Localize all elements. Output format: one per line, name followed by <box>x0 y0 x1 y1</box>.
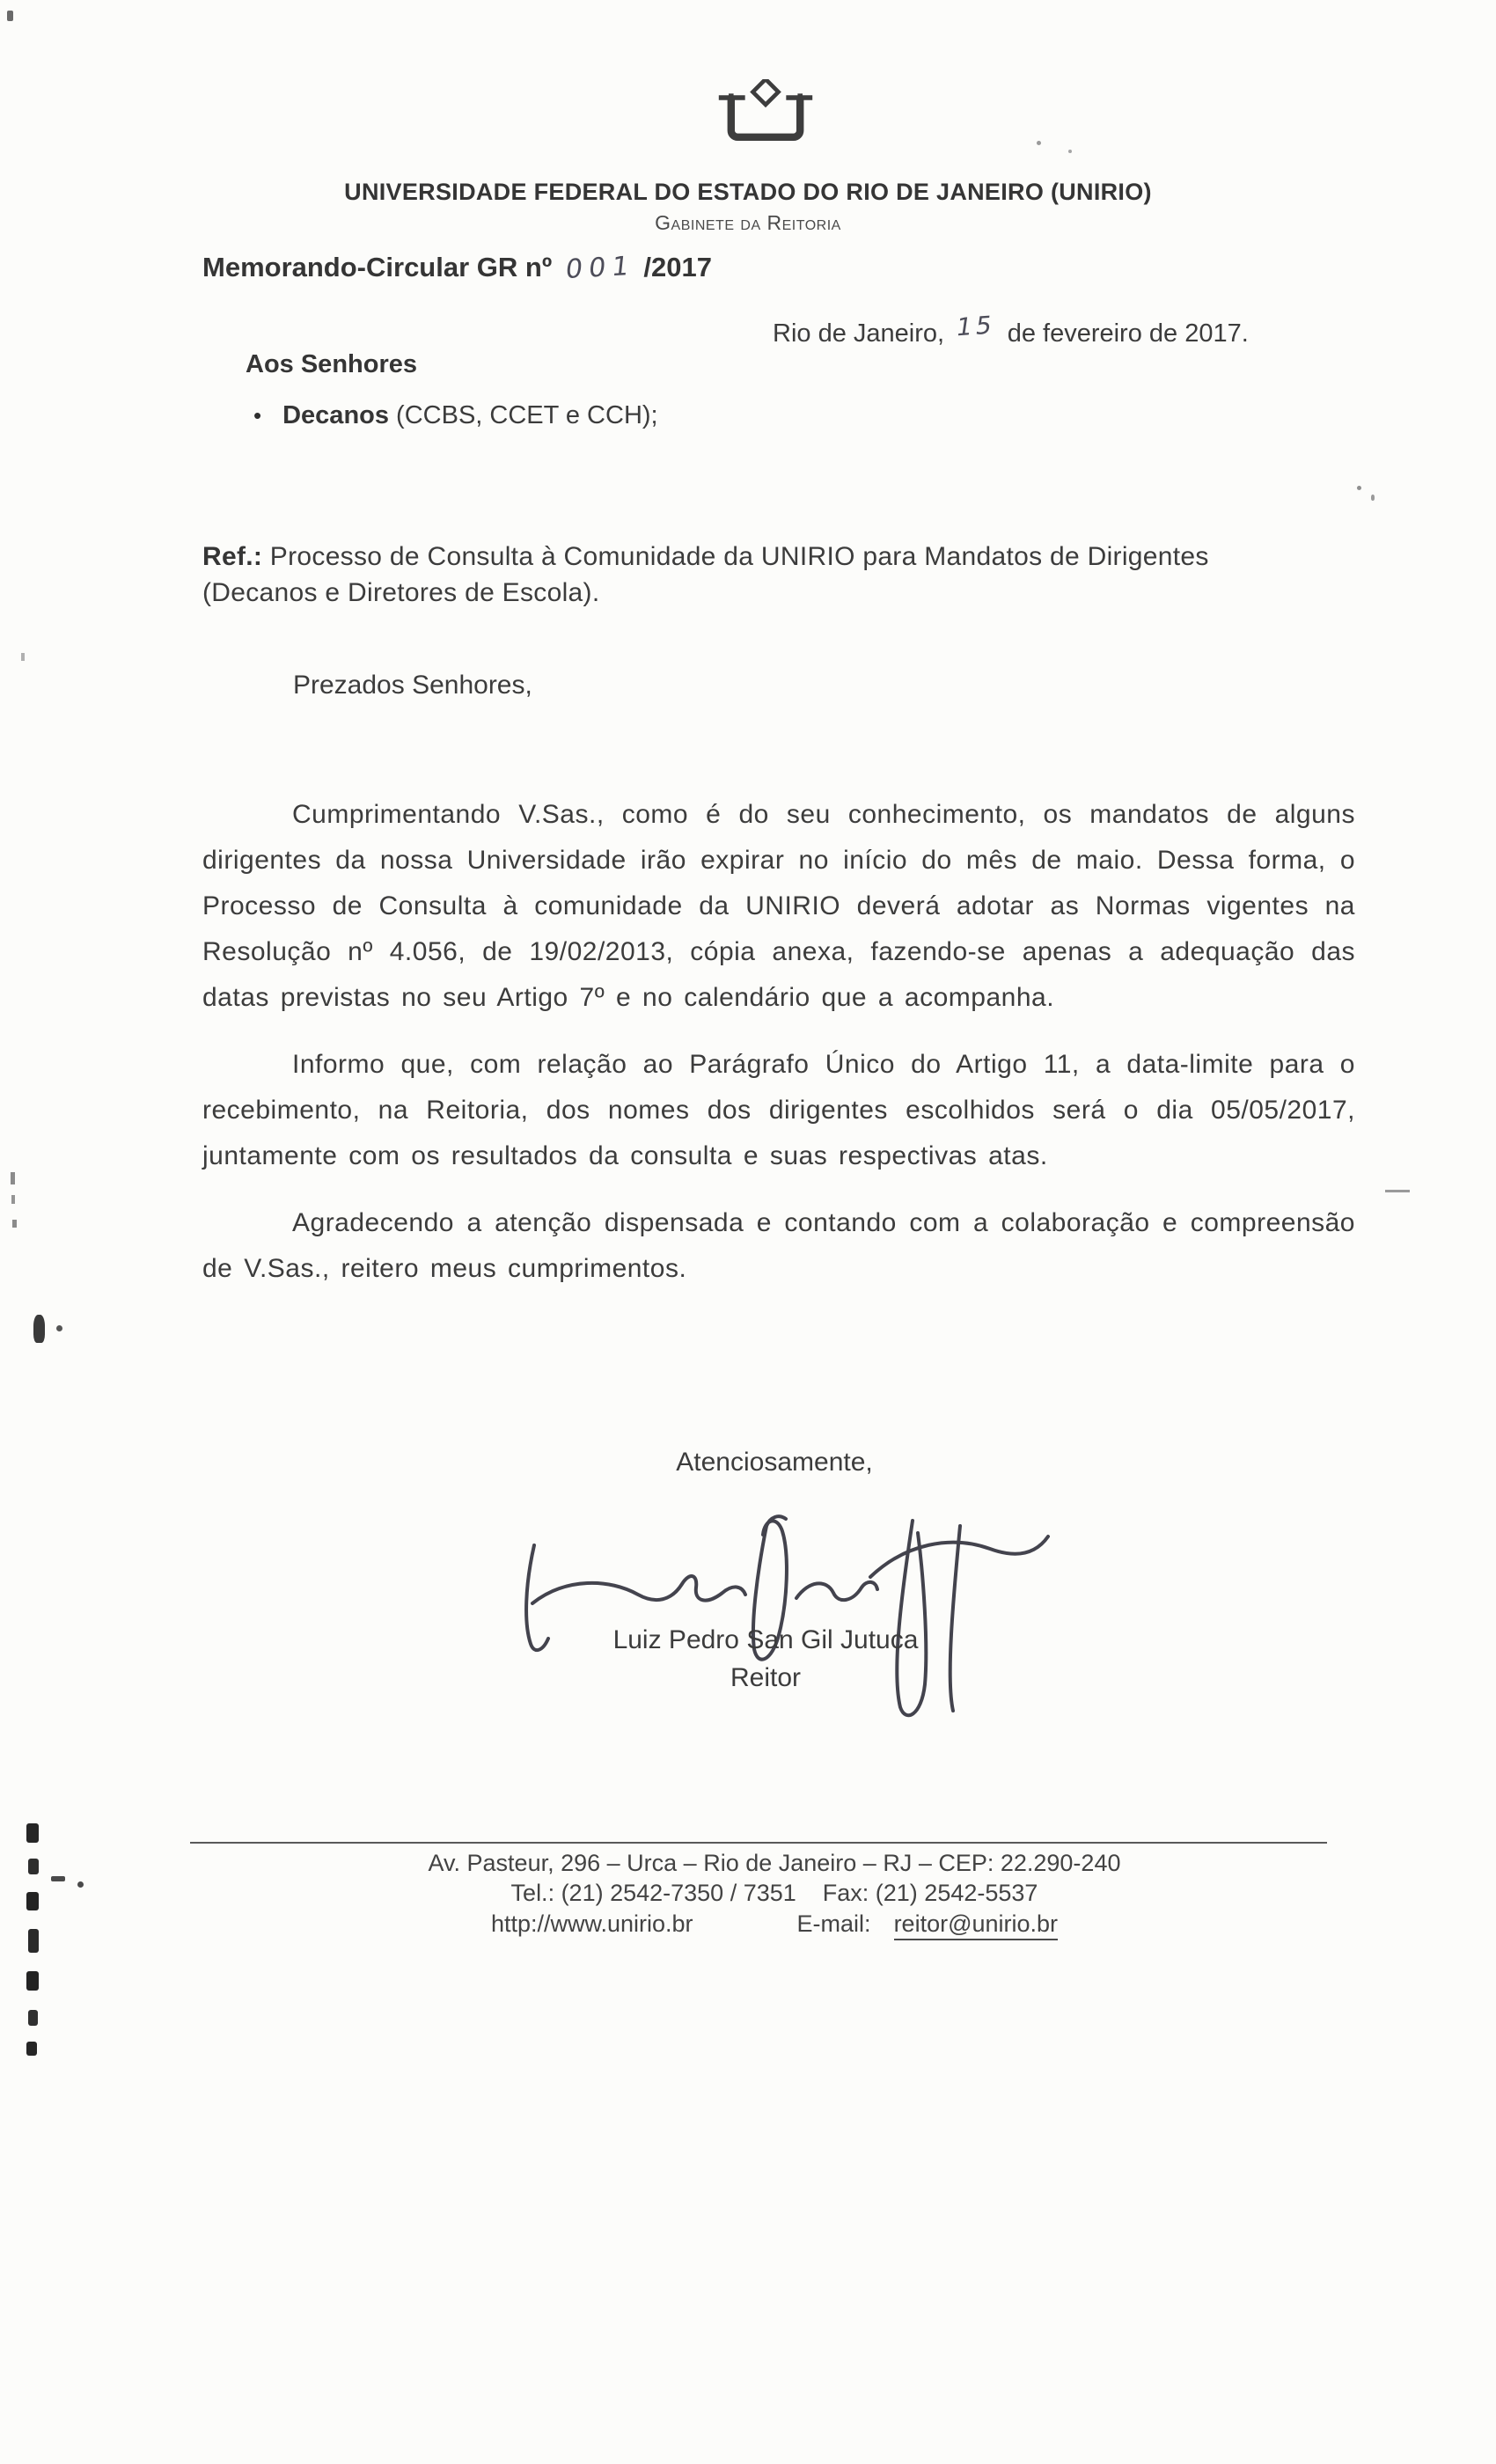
paragraph-2: Informo que, com relação ao Parágrafo Único do Artigo 11, a data-limite para o recebimento, na Reitoria, dos nomes dos dirigentes escolhidos será o dia 05/05/2017, juntamente com os resultados da consulta e suas respectivas atas. <box>202 1050 1355 1170</box>
signer-name: Luiz Pedro San Gil Jutuca <box>612 1625 919 1654</box>
footer-email: reitor@unirio.br <box>894 1910 1058 1940</box>
closing-salutation: Atenciosamente, <box>676 1448 873 1477</box>
scan-artifact <box>1385 1190 1410 1192</box>
footer-divider <box>190 1842 1327 1844</box>
footer-address: Av. Pasteur, 296 – Urca – Rio de Janeiro – RJ – CEP: 22.290-240 <box>428 1850 1121 1876</box>
scan-artifact <box>11 1195 15 1204</box>
memo-year: /2017 <box>643 252 712 282</box>
scan-artifact <box>1357 486 1361 490</box>
footer-phone-fax: Tel.: (21) 2542-7350 / 7351 Fax: (21) 2542-5537 <box>510 1880 1038 1906</box>
university-logo <box>0 79 1496 165</box>
scan-artifact <box>12 1220 17 1228</box>
scan-artifact <box>26 1823 39 1843</box>
scan-artifact <box>1068 150 1072 153</box>
footer-email-label: E-mail: <box>796 1910 871 1937</box>
footer <box>26 1848 1496 1939</box>
scan-artifact <box>26 1892 39 1910</box>
scan-artifact <box>1371 495 1375 501</box>
handwritten-signature-icon <box>515 1489 1078 1735</box>
paragraph-1: Cumprimentando V.Sas., como é do seu conhecimento, os mandatos de alguns dirigentes da nossa Universidade irão expirar no início do mês de maio. Dessa forma, o Processo de Consulta à comunidade da UNIRIO deverá adotar as Normas vigentes na Resolução nº 4.056, de 19/02/2013, cópia anexa, fazendo-se apenas a adequação das datas previstas no seu Artigo 7º e no calendário que a acompanha. <box>202 800 1355 1012</box>
scan-artifact <box>21 653 25 661</box>
scan-artifact <box>26 1971 39 1991</box>
scan-artifact <box>26 2042 37 2056</box>
letter-body <box>202 792 1355 1313</box>
date-rest: de fevereiro de 2017. <box>1007 319 1249 348</box>
signer-title: Reitor <box>730 1663 802 1692</box>
greeting: Prezados Senhores, <box>293 671 532 700</box>
footer-contact-row <box>26 1909 1496 1939</box>
reference-label: Ref.: <box>202 542 263 571</box>
recipient-item <box>253 401 658 430</box>
reference-block <box>202 539 1364 611</box>
reference-text-line2: (Decanos e Diretores de Escola). <box>202 578 600 607</box>
scan-artifact <box>7 11 13 21</box>
memo-number-line <box>202 250 712 286</box>
date-line <box>773 310 1249 348</box>
university-name: UNIVERSIDADE FEDERAL DO ESTADO DO RIO DE JANEIRO (UNIRIO) <box>344 179 1152 205</box>
scan-artifact <box>1037 141 1041 145</box>
scan-artifact <box>28 1929 39 1953</box>
memo-label: Memorando-Circular GR nº <box>202 252 553 282</box>
scan-artifact <box>33 1315 45 1343</box>
scan-artifact <box>28 1859 39 1874</box>
scan-artifact <box>56 1325 62 1331</box>
memo-number-handwritten: 001 <box>564 250 637 286</box>
date-day-handwritten: 15 <box>954 310 998 342</box>
office-name: Gabinete da Reitoria <box>655 211 841 234</box>
paragraph-3: Agradecendo a atenção dispensada e contando com a colaboração e compreensão de V.Sas., reitero meus cumprimentos. <box>202 1208 1355 1283</box>
scan-artifact <box>11 1172 15 1184</box>
bullet-icon: • <box>253 402 262 429</box>
scan-artifact <box>51 1876 65 1881</box>
recipients-heading: Aos Senhores <box>246 350 417 378</box>
footer-website: http://www.unirio.br <box>490 1910 693 1937</box>
reference-text-line1: Processo de Consulta à Comunidade da UNIRIO para Mandatos de Dirigentes <box>262 542 1209 571</box>
recipient-name: Decanos <box>282 401 389 429</box>
unirio-emblem-icon <box>716 79 815 165</box>
scan-artifact <box>28 2010 38 2026</box>
scan-artifact <box>77 1881 84 1888</box>
date-city: Rio de Janeiro, <box>773 319 945 348</box>
recipient-detail: (CCBS, CCET e CCH); <box>389 401 658 429</box>
signature-block <box>18 1621 1496 1697</box>
